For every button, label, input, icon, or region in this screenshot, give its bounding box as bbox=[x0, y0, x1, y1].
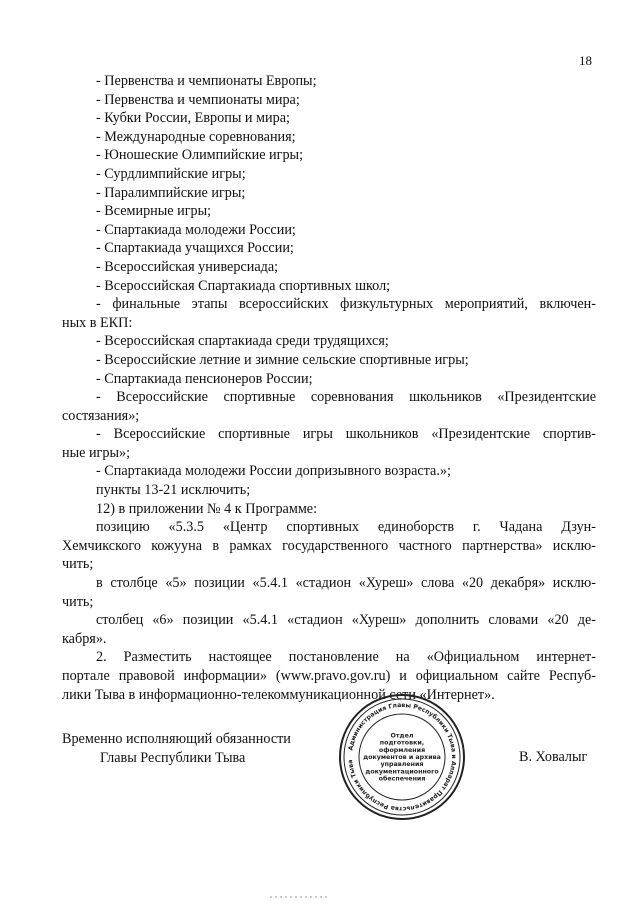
body-line: - Спартакиада молодежи России; bbox=[96, 221, 296, 238]
body-line: - Всероссийские летние и зимние сельские спортивные игры; bbox=[96, 351, 469, 368]
body-line: 2. Разместить настоящее постановление на «Официальном интернет- bbox=[96, 649, 596, 666]
body-line: - Спартакиада молодежи России допризывного возраста.»; bbox=[96, 463, 451, 480]
body-line: чить; bbox=[62, 556, 94, 573]
seal-center-line: оформления bbox=[378, 746, 426, 754]
signatory-title bbox=[62, 730, 291, 768]
seal-graphic bbox=[337, 692, 467, 822]
signatory-title-line-2: Главы Республики Тыва bbox=[100, 750, 246, 766]
body-line: - Всероссийская универсиада; bbox=[96, 258, 279, 275]
page-number: 18 bbox=[579, 53, 592, 68]
seal-center-line: подготовки, bbox=[379, 739, 425, 747]
body-line: - Спартакиада учащихся России; bbox=[96, 240, 294, 257]
body-line: ные игры»; bbox=[62, 444, 131, 461]
seal-ring-text: Администрация Главы Республики Тыва и Аппарат Правительства Республики Тыва bbox=[347, 701, 458, 813]
body-line: - Юношеские Олимпийские игры; bbox=[96, 147, 304, 164]
body-line: - Паралимпийские игры; bbox=[96, 184, 246, 201]
body-line: позицию «5.3.5 «Центр спортивных единоборств г. Чадана Дзун- bbox=[96, 519, 596, 536]
body-line: - Всероссийская Спартакиада спортивных школ; bbox=[96, 277, 391, 294]
body-line: портале правовой информации» (www.pravo.gov.ru) и официальном сайте Респуб- bbox=[62, 668, 596, 684]
body-line: Хемчикского кожууна в рамках государственного частного партнерства» исклю- bbox=[62, 537, 596, 554]
body-line: пункты 13-21 исключить; bbox=[96, 482, 251, 499]
body-line: - Всероссийские спортивные соревнования школьников «Президентские bbox=[96, 389, 596, 406]
body-line: чить; bbox=[62, 593, 94, 610]
body-line: - финальные этапы всероссийских физкультурных мероприятий, включен- bbox=[96, 296, 596, 313]
body-line: - Спартакиада пенсионеров России; bbox=[96, 370, 313, 387]
body-line: состязания»; bbox=[62, 407, 140, 424]
body-line: - Первенства и чемпионаты Европы; bbox=[96, 73, 317, 89]
document-body bbox=[62, 72, 596, 704]
signatory-title-line-1: Временно исполняющий обязанности bbox=[62, 731, 291, 747]
body-line: - Всероссийская спартакиада среди трудящихся; bbox=[96, 333, 389, 350]
signatory-name: В. Ховалыг bbox=[519, 749, 588, 765]
seal-center-line: документов и архива bbox=[363, 754, 441, 761]
official-seal-stamp bbox=[337, 692, 467, 822]
body-line: столбец «6» позиции «5.4.1 «стадион «Хуреш» дополнить словами «20 де- bbox=[96, 612, 596, 629]
body-line: в столбце «5» позиции «5.4.1 «стадион «Хуреш» слова «20 декабря» исклю- bbox=[96, 575, 596, 592]
body-line: - Первенства и чемпионаты мира; bbox=[96, 91, 300, 108]
body-line: - Международные соревнования; bbox=[96, 128, 296, 145]
seal-center-line: обеспечения bbox=[378, 775, 426, 783]
body-line: 12) в приложении № 4 к Программе: bbox=[96, 500, 318, 517]
body-line: - Сурдлимпийские игры; bbox=[96, 165, 246, 182]
body-line: - Всероссийские спортивные игры школьников «Президентские спортив- bbox=[96, 426, 596, 443]
seal-center-line: управления bbox=[380, 761, 424, 769]
body-line: лики Тыва в информационно-телекоммуникационной сети «Интернет». bbox=[62, 686, 495, 703]
bottom-scan-marks bbox=[270, 895, 330, 899]
body-line: - Кубки России, Европы и мира; bbox=[96, 110, 290, 127]
seal-center-line: Отдел bbox=[390, 732, 414, 740]
body-line: ных в ЕКП: bbox=[62, 314, 133, 331]
body-line: - Всемирные игры; bbox=[96, 203, 212, 220]
body-line: кабря». bbox=[62, 630, 107, 647]
seal-center-line: документационного bbox=[365, 768, 439, 776]
